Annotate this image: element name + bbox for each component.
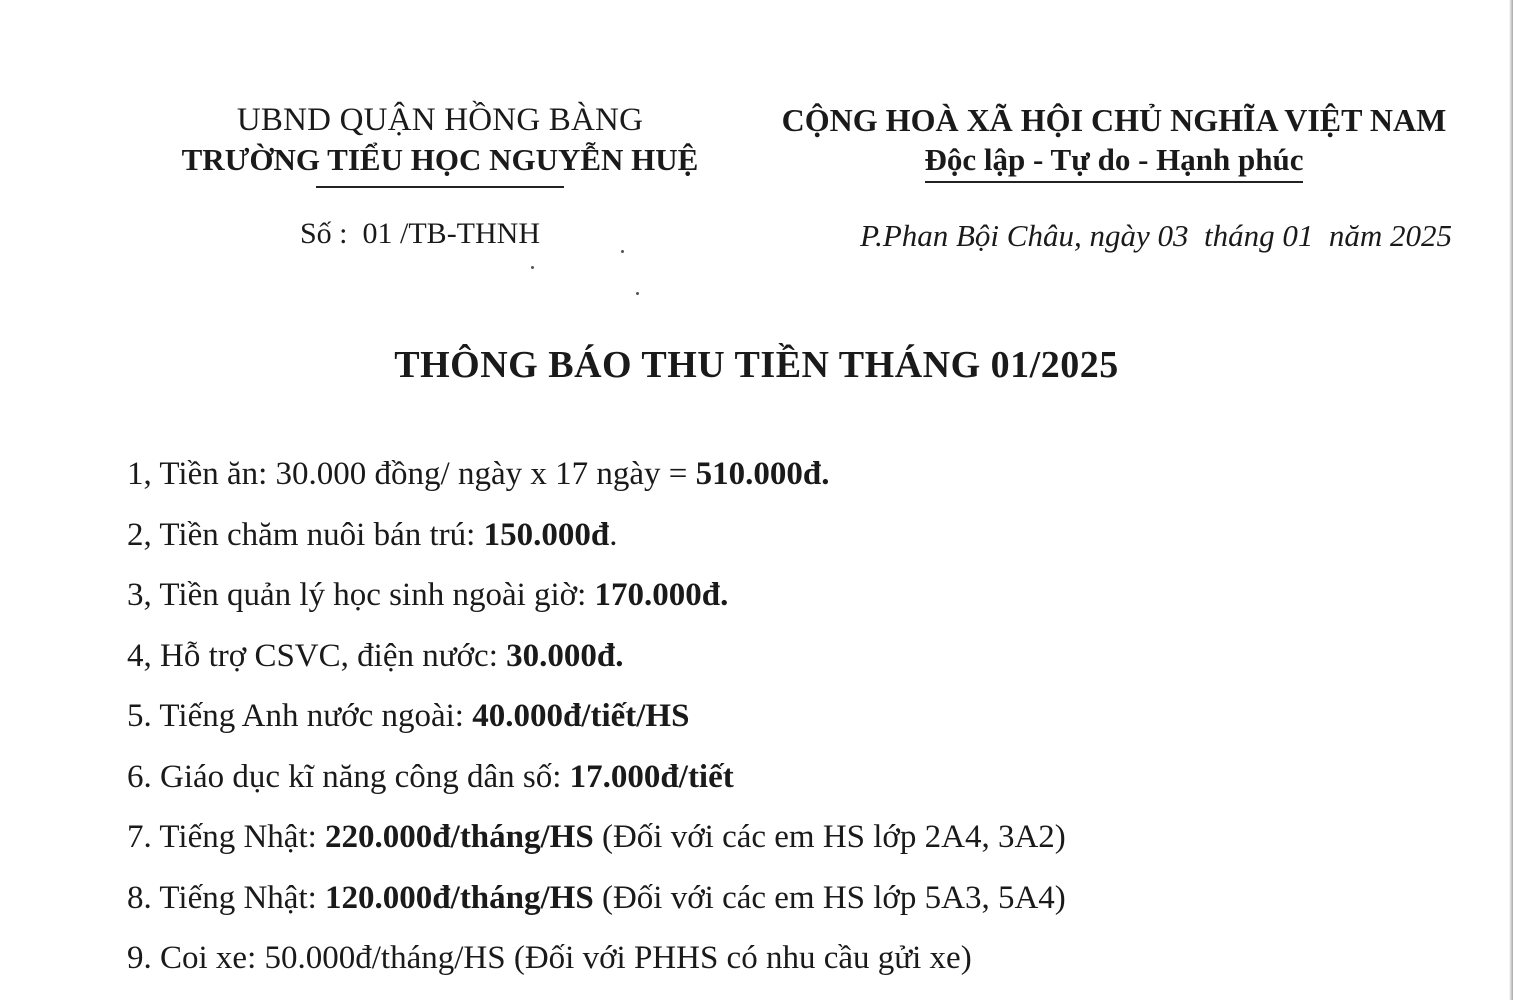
fee-description: 2, Tiền chăm nuôi bán trú: [127, 516, 484, 553]
scan-speck [621, 250, 624, 253]
issuing-agency-block [150, 100, 730, 188]
scan-edge-shadow [1509, 0, 1513, 1000]
agency-name: UBND QUẬN HỒNG BÀNG [236, 102, 644, 138]
school-name: TRƯỜNG TIỂU HỌC NGUYỄN HUỆ [181, 142, 699, 177]
fee-item [127, 565, 1427, 626]
fee-description: 1, Tiền ăn: 30.000 đồng/ ngày x 17 ngày = [127, 456, 696, 492]
fee-note: . [609, 516, 618, 553]
national-header-block [752, 100, 1476, 183]
fee-item [127, 626, 1427, 687]
scan-speck [531, 266, 534, 269]
fee-description: 6. Giáo dục kĩ năng công dân số: [127, 758, 570, 795]
fee-item [127, 444, 1427, 505]
fee-amount: 150.000đ [483, 516, 610, 553]
nation-name: CỘNG HOÀ XÃ HỘI CHỦ NGHĨA VIỆT NAM [781, 102, 1447, 138]
school-underline [316, 186, 564, 188]
fee-amount: 170.000đ. [594, 577, 729, 613]
fee-description: 3, Tiền quản lý học sinh ngoài giờ: [127, 577, 595, 613]
notice-title: THÔNG BÁO THU TIỀN THÁNG 01/2025 [394, 344, 1119, 386]
fee-amount: 17.000đ/tiết [569, 758, 734, 795]
scan-speck [636, 292, 639, 295]
fee-description: 8. Tiếng Nhật: [127, 879, 326, 916]
fee-amount: 510.000đ. [695, 456, 830, 492]
fee-description: 4, Hỗ trợ CSVC, điện nước: [127, 637, 507, 674]
fee-item [127, 686, 1427, 747]
fee-description: 5. Tiếng Anh nước ngoài: [127, 698, 473, 734]
fee-amount: 40.000đ/tiết/HS [472, 698, 690, 734]
fee-amount: 120.000đ/tháng/HS [325, 879, 594, 916]
fee-item [127, 505, 1427, 566]
fee-amount: 220.000đ/tháng/HS [325, 819, 594, 855]
fee-item [127, 807, 1427, 868]
national-motto: Độc lập - Tự do - Hạnh phúc [925, 140, 1304, 183]
fee-item [127, 868, 1427, 929]
fee-note: (Đối với các em HS lớp 2A4, 3A2) [593, 819, 1066, 855]
fee-amount: 30.000đ. [506, 637, 624, 674]
fee-description: 9. Coi xe: 50.000đ/tháng/HS (Đối với PHHS có nhu cầu gửi xe) [127, 940, 972, 976]
fee-note: (Đối với các em HS lớp 5A3, 5A4) [593, 879, 1066, 916]
place-and-date: P.Phan Bội Châu, ngày 03 tháng 01 năm 2025 [860, 218, 1452, 253]
fee-description: 7. Tiếng Nhật: [127, 819, 326, 855]
fee-list [127, 444, 1427, 989]
document-number: Số : 01 /TB-THNH [300, 217, 540, 250]
fee-item [127, 928, 1427, 989]
fee-item [127, 747, 1427, 808]
